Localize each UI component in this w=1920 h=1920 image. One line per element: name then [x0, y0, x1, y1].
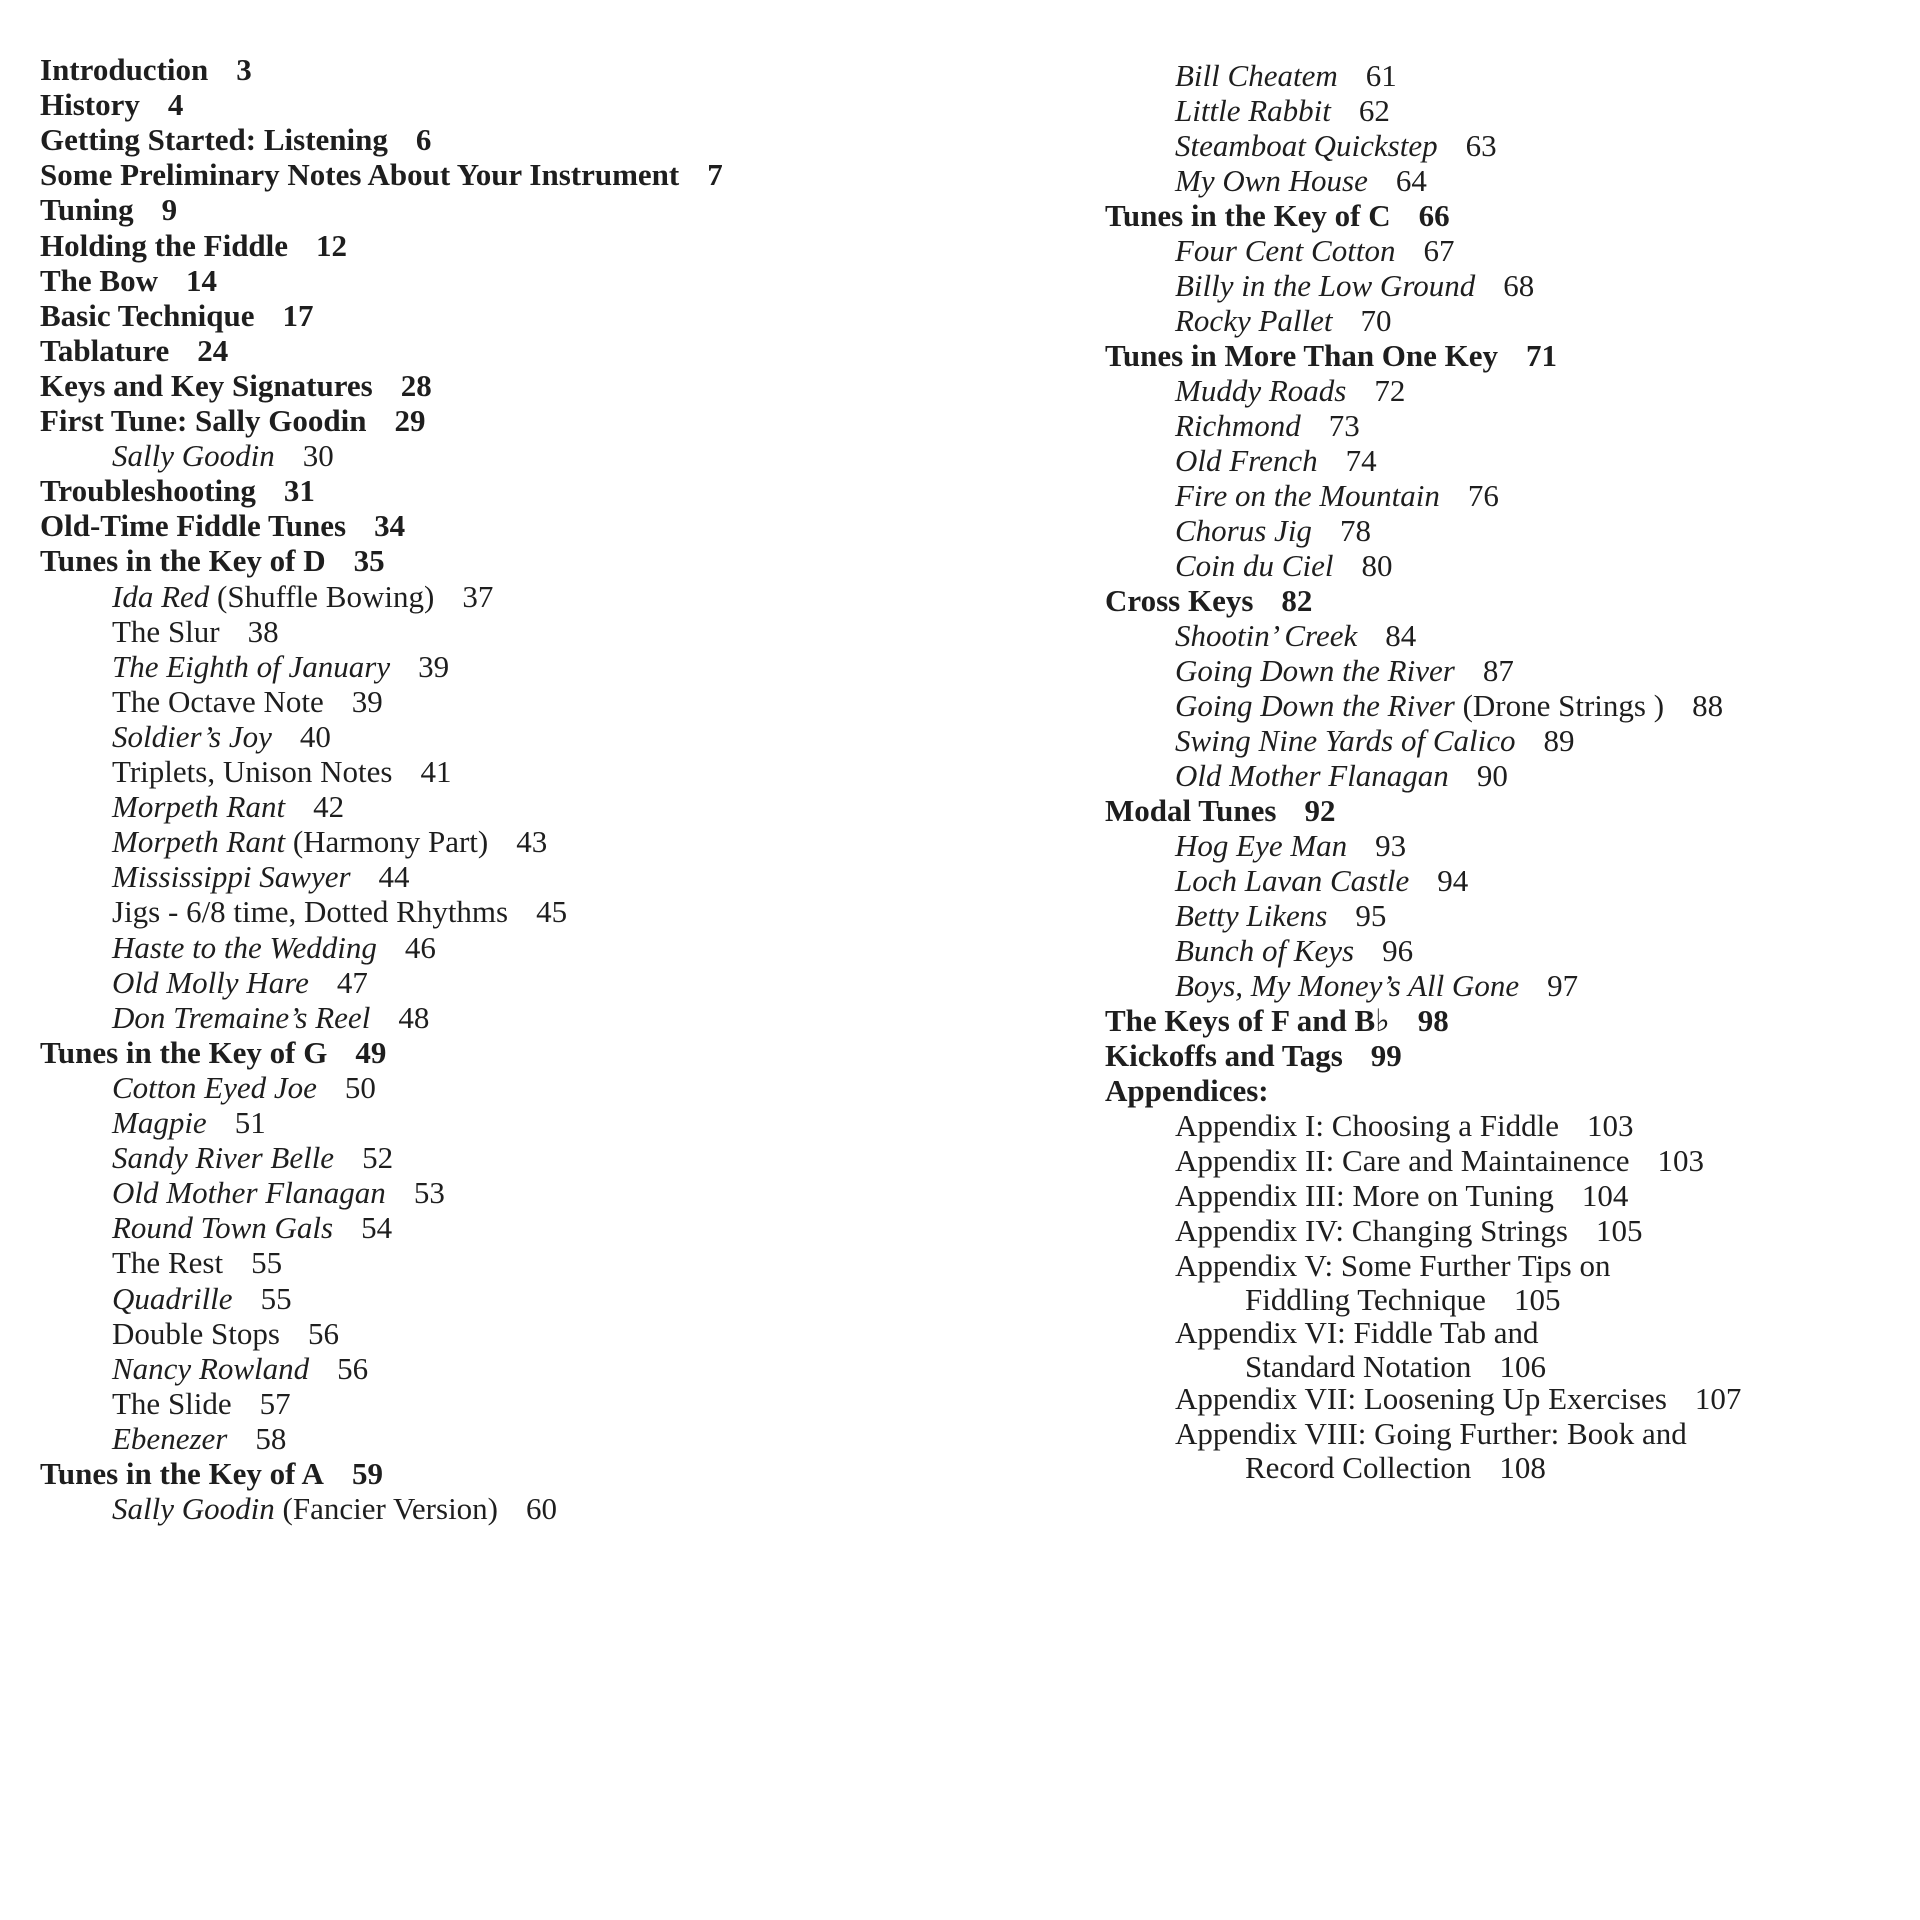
page-number: 74 — [1345, 443, 1377, 478]
entry-title: Cotton Eyed Joe — [112, 1069, 317, 1105]
entry-title: Going Down the River — [1175, 653, 1455, 688]
toc-subentry — [1175, 1108, 1634, 1144]
entry-title: Fire on the Mountain — [1175, 478, 1440, 513]
entry-title: Soldier’s Joy — [112, 718, 272, 754]
toc-subentry — [1175, 1416, 1687, 1484]
toc-subentry — [112, 1491, 557, 1527]
page-number: 28 — [400, 367, 432, 403]
page-number: 96 — [1382, 933, 1414, 968]
toc-subentry — [1175, 1143, 1704, 1179]
toc-subentry — [1175, 968, 1578, 1004]
toc-subentry — [112, 614, 279, 650]
entry-title-continued — [1245, 1452, 1687, 1484]
toc-section — [40, 473, 315, 509]
page-number: 99 — [1370, 1038, 1402, 1073]
toc-subentry — [1175, 548, 1392, 584]
entry-title: Magpie — [112, 1105, 207, 1140]
toc-subentry — [112, 1105, 266, 1141]
toc-section — [40, 228, 347, 264]
page-number: 108 — [1499, 1450, 1546, 1485]
entry-title: Troubleshooting — [40, 473, 256, 509]
entry-title-continued — [1245, 1348, 1546, 1384]
entry-title: Some Preliminary Notes About Your Instrument — [40, 157, 680, 193]
page-number: 7 — [707, 157, 723, 193]
entry-title: Jigs - 6/8 time, Dotted Rhythms — [112, 894, 509, 930]
entry-title: Shootin’ Creek — [1175, 618, 1358, 653]
entry-title: The Keys of F and B♭ — [1105, 1003, 1390, 1038]
page-number: 17 — [282, 297, 314, 333]
toc-section — [1105, 1038, 1402, 1074]
toc-section — [1105, 198, 1450, 234]
toc-section — [1105, 1003, 1449, 1039]
entry-title: Hog Eye Man — [1175, 828, 1348, 863]
page-number: 37 — [462, 578, 494, 614]
page-number: 64 — [1395, 163, 1427, 198]
toc-section — [40, 368, 432, 404]
toc-subentry — [112, 965, 368, 1001]
entry-title: Kickoffs and Tags — [1105, 1038, 1343, 1073]
page-number: 29 — [394, 403, 426, 438]
entry-title: Rocky Pallet — [1175, 303, 1333, 338]
entry-title: The Slide — [112, 1385, 232, 1421]
page-number: 47 — [336, 964, 368, 1000]
toc-subentry — [112, 1070, 376, 1106]
page-number: 90 — [1476, 758, 1508, 793]
page-number: 4 — [167, 87, 184, 123]
entry-title: Tunes in the Key of G — [40, 1034, 328, 1070]
entry-title: Billy in the Low Ground — [1175, 268, 1476, 303]
entry-title: The Slur — [112, 613, 220, 649]
page-number: 87 — [1482, 653, 1514, 688]
page-number: 39 — [351, 683, 383, 719]
page-number: 105 — [1513, 1282, 1561, 1317]
page-number: 14 — [186, 262, 217, 298]
toc-subentry — [112, 930, 436, 966]
entry-title: Coin du Ciel — [1175, 548, 1334, 583]
entry-title: Old French — [1175, 443, 1318, 478]
toc-subentry — [112, 824, 547, 860]
toc-section — [40, 87, 183, 123]
entry-title: Tunes in More Than One Key — [1105, 338, 1499, 373]
page-number: 9 — [161, 192, 178, 228]
entry-title: Tablature — [40, 332, 170, 368]
entry-title: Sally Goodin — [112, 438, 275, 474]
page-number: 61 — [1365, 58, 1397, 93]
toc-subentry — [1175, 93, 1390, 129]
page-number: 92 — [1304, 793, 1336, 828]
toc-subentry — [1175, 898, 1386, 934]
toc-subentry — [112, 1316, 339, 1352]
toc-subentry — [112, 1245, 282, 1281]
toc-subentry — [1175, 1248, 1610, 1316]
page-number: 49 — [355, 1034, 387, 1070]
toc-section — [40, 52, 252, 88]
entry-title: Sally Goodin — [112, 1491, 275, 1527]
entry-title: Old Mother Flanagan — [112, 1175, 386, 1211]
entry-title: Morpeth Rant — [112, 824, 286, 860]
entry-title: Round Town Gals — [112, 1210, 334, 1246]
entry-title: Double Stops — [112, 1315, 280, 1351]
entry-title: Tunes in the Key of D — [40, 543, 326, 579]
toc-subentry — [1175, 933, 1413, 969]
page-number: 105 — [1595, 1213, 1643, 1248]
toc-subentry — [112, 1140, 393, 1176]
page-number: 93 — [1375, 828, 1407, 863]
toc-subentry — [112, 438, 334, 474]
page-number: 66 — [1418, 198, 1450, 233]
entry-title: History — [40, 87, 140, 123]
entry-title: Old Mother Flanagan — [1175, 758, 1449, 793]
toc-subentry — [112, 754, 451, 790]
toc-subentry — [112, 1210, 392, 1246]
entry-title-cont: Fiddling Technique — [1245, 1282, 1486, 1317]
page-number: 103 — [1657, 1143, 1704, 1178]
page-number: 95 — [1355, 898, 1387, 933]
toc-section — [40, 263, 217, 299]
entry-title: Steamboat Quickstep — [1175, 128, 1438, 163]
entry-title: Richmond — [1175, 408, 1301, 443]
entry-title: The Rest — [112, 1245, 224, 1281]
page-number: 62 — [1358, 93, 1390, 128]
toc-section — [1105, 583, 1312, 619]
page-number: 59 — [351, 1456, 383, 1491]
toc-subentry — [1175, 373, 1405, 409]
toc-subentry — [1175, 408, 1360, 444]
toc-subentry — [112, 1000, 429, 1036]
entry-title: Appendix II: Care and Maintainence — [1175, 1143, 1630, 1178]
entry-title: Muddy Roads — [1175, 373, 1347, 408]
page-number: 82 — [1281, 583, 1313, 618]
page-number: 97 — [1547, 968, 1579, 1003]
entry-title: Going Down the River — [1175, 688, 1455, 723]
toc-section — [40, 403, 425, 439]
entry-title: Cross Keys — [1105, 583, 1254, 618]
toc-subentry — [1175, 478, 1499, 514]
page-number: 106 — [1499, 1348, 1546, 1384]
entry-title: Four Cent Cotton — [1175, 233, 1396, 268]
page-number: 56 — [307, 1315, 339, 1351]
entry-title: Appendix V: Some Further Tips on — [1175, 1248, 1611, 1283]
toc-subentry — [1175, 688, 1723, 724]
toc-subentry — [112, 859, 410, 895]
toc-subentry — [1175, 618, 1416, 654]
page-number: 57 — [259, 1385, 291, 1421]
page-number: 58 — [255, 1420, 287, 1456]
entry-title: Appendices: — [1105, 1073, 1269, 1108]
page-number: 80 — [1361, 548, 1393, 583]
toc-subentry — [1175, 443, 1377, 479]
page-number: 73 — [1328, 408, 1360, 443]
page-number: 41 — [420, 754, 452, 789]
page-number: 30 — [302, 438, 334, 474]
page-number: 88 — [1692, 688, 1724, 723]
toc-subentry — [112, 1281, 292, 1317]
page-number: 60 — [526, 1491, 558, 1527]
entry-title: Appendix VIII: Going Further: Book and — [1175, 1416, 1687, 1451]
entry-title: Appendix IV: Changing Strings — [1175, 1213, 1568, 1248]
entry-title: Boys, My Money’s All Gone — [1175, 968, 1520, 1003]
toc-subentry — [112, 684, 383, 720]
toc-section — [1105, 793, 1335, 829]
toc-subentry — [1175, 1381, 1741, 1417]
page-number: 63 — [1465, 128, 1497, 163]
entry-title: Swing Nine Yards of Calico — [1175, 723, 1516, 758]
page-number: 35 — [353, 543, 385, 579]
page-number: 78 — [1339, 513, 1371, 548]
toc-subentry — [1175, 653, 1514, 689]
page-number: 76 — [1467, 478, 1499, 513]
page-number: 38 — [247, 613, 279, 649]
entry-title: Betty Likens — [1175, 898, 1328, 933]
page-number: 12 — [316, 227, 348, 263]
toc-section — [40, 122, 431, 158]
entry-title: Modal Tunes — [1105, 793, 1277, 828]
entry-title: Tunes in the Key of A — [40, 1456, 324, 1491]
toc-section — [1105, 338, 1557, 374]
toc-subentry — [1175, 1213, 1642, 1249]
page-number: 43 — [516, 824, 548, 860]
page-number: 44 — [378, 859, 410, 895]
entry-title: Ebenezer — [112, 1420, 228, 1456]
entry-title: Chorus Jig — [1175, 513, 1312, 548]
entry-title-cont: Record Collection — [1245, 1450, 1472, 1485]
toc-subentry — [112, 1386, 291, 1422]
entry-title: Haste to the Wedding — [112, 929, 377, 965]
page-number: 24 — [197, 332, 229, 368]
entry-title: Mississippi Sawyer — [112, 859, 351, 895]
entry-title: First Tune: Sally Goodin — [40, 403, 367, 438]
toc-section — [40, 543, 385, 579]
page-number: 6 — [415, 122, 432, 158]
entry-title: Sandy River Belle — [112, 1140, 335, 1176]
page-number: 50 — [344, 1069, 376, 1105]
entry-title: Bill Cheatem — [1175, 58, 1338, 93]
toc-subentry — [112, 1175, 445, 1211]
toc-subentry — [112, 649, 449, 685]
page-number: 56 — [337, 1350, 369, 1386]
toc-section — [40, 298, 314, 334]
page-number: 67 — [1423, 233, 1455, 268]
entry-title: Loch Lavan Castle — [1175, 863, 1410, 898]
page-number: 45 — [536, 894, 568, 930]
entry-title: Nancy Rowland — [112, 1350, 310, 1386]
toc-subentry — [112, 894, 567, 930]
entry-title-cont: Standard Notation — [1245, 1348, 1472, 1384]
entry-title: Old Molly Hare — [112, 964, 309, 1000]
page-number: 107 — [1694, 1381, 1742, 1416]
toc-section — [40, 508, 405, 544]
toc-section — [40, 192, 177, 228]
toc-subentry — [1175, 268, 1534, 304]
page-number: 46 — [404, 929, 436, 965]
page-number: 89 — [1543, 723, 1575, 758]
entry-title: Appendix VII: Loosening Up Exercises — [1175, 1381, 1667, 1416]
page-number: 84 — [1385, 618, 1417, 653]
entry-title: Morpeth Rant — [112, 789, 286, 825]
entry-title: Introduction — [40, 52, 209, 87]
page-number: 55 — [260, 1280, 292, 1316]
page-number: 55 — [251, 1245, 283, 1281]
toc-subentry — [1175, 128, 1497, 164]
page-number: 70 — [1360, 303, 1392, 338]
page-number: 42 — [313, 789, 345, 825]
entry-subtitle: (Fancier Version) — [274, 1491, 499, 1527]
toc-subentry — [1175, 828, 1406, 864]
toc-subentry — [1175, 513, 1371, 549]
entry-title: Holding the Fiddle — [40, 227, 289, 263]
toc-subentry — [1175, 163, 1427, 199]
entry-subtitle: (Harmony Part) — [285, 824, 489, 860]
toc-subentry — [1175, 233, 1454, 269]
page-number: 31 — [283, 473, 315, 509]
entry-title: Old-Time Fiddle Tunes — [40, 508, 347, 544]
page-number: 3 — [236, 52, 252, 87]
entry-title: Little Rabbit — [1175, 93, 1331, 128]
toc-subentry — [112, 789, 344, 825]
entry-title: Getting Started: Listening — [40, 122, 388, 158]
toc-subentry — [1175, 723, 1575, 759]
page-number: 51 — [234, 1105, 266, 1140]
toc-subentry — [1175, 58, 1397, 94]
page-number: 72 — [1374, 373, 1406, 408]
entry-title: Tuning — [40, 192, 134, 228]
page-number: 54 — [361, 1210, 393, 1246]
toc-section — [40, 333, 228, 369]
entry-title: Appendix III: More on Tuning — [1175, 1178, 1554, 1213]
page-number: 48 — [398, 999, 430, 1035]
toc-subentry — [112, 719, 331, 755]
page-number: 39 — [418, 648, 450, 684]
entry-title: My Own House — [1175, 163, 1368, 198]
entry-title: Appendix VI: Fiddle Tab and — [1175, 1314, 1539, 1350]
toc-subentry — [1175, 1178, 1628, 1214]
entry-title-continued — [1245, 1284, 1610, 1316]
page-number: 52 — [362, 1140, 394, 1176]
toc-subentry — [1175, 303, 1392, 339]
page-number: 94 — [1437, 863, 1469, 898]
entry-title: Tunes in the Key of C — [1105, 198, 1391, 233]
page-number: 98 — [1417, 1003, 1449, 1038]
toc-subentry — [1175, 863, 1468, 899]
toc-subentry — [1175, 758, 1508, 794]
entry-title: Keys and Key Signatures — [40, 367, 373, 403]
entry-title: Appendix I: Choosing a Fiddle — [1175, 1108, 1560, 1143]
toc-subentry — [1175, 1315, 1546, 1383]
page-number: 104 — [1581, 1178, 1629, 1213]
page-number: 34 — [374, 508, 406, 544]
entry-title: Ida Red — [112, 578, 210, 614]
toc-section — [40, 1035, 386, 1071]
page-number: 103 — [1587, 1108, 1634, 1143]
toc-subentry — [112, 1351, 368, 1387]
page-number: 53 — [413, 1175, 445, 1211]
page-number: 71 — [1526, 338, 1558, 373]
entry-title: Don Tremaine’s Reel — [112, 999, 371, 1035]
toc-section — [40, 1456, 383, 1492]
entry-title: Bunch of Keys — [1175, 933, 1355, 968]
page-number: 40 — [299, 718, 331, 754]
entry-title: The Eighth of January — [112, 648, 391, 684]
toc-subentry — [112, 579, 493, 615]
entry-title: Triplets, Unison Notes — [112, 754, 393, 789]
entry-title: The Bow — [40, 262, 158, 298]
entry-title: Quadrille — [112, 1280, 233, 1316]
entry-subtitle: (Shuffle Bowing) — [209, 578, 435, 614]
entry-title: The Octave Note — [112, 683, 324, 719]
entry-title: Basic Technique — [40, 297, 255, 333]
entry-subtitle: (Drone Strings ) — [1454, 688, 1665, 723]
toc-subentry — [112, 1421, 286, 1457]
toc-section — [40, 157, 723, 193]
toc-section — [1105, 1073, 1269, 1109]
page-number: 68 — [1503, 268, 1535, 303]
